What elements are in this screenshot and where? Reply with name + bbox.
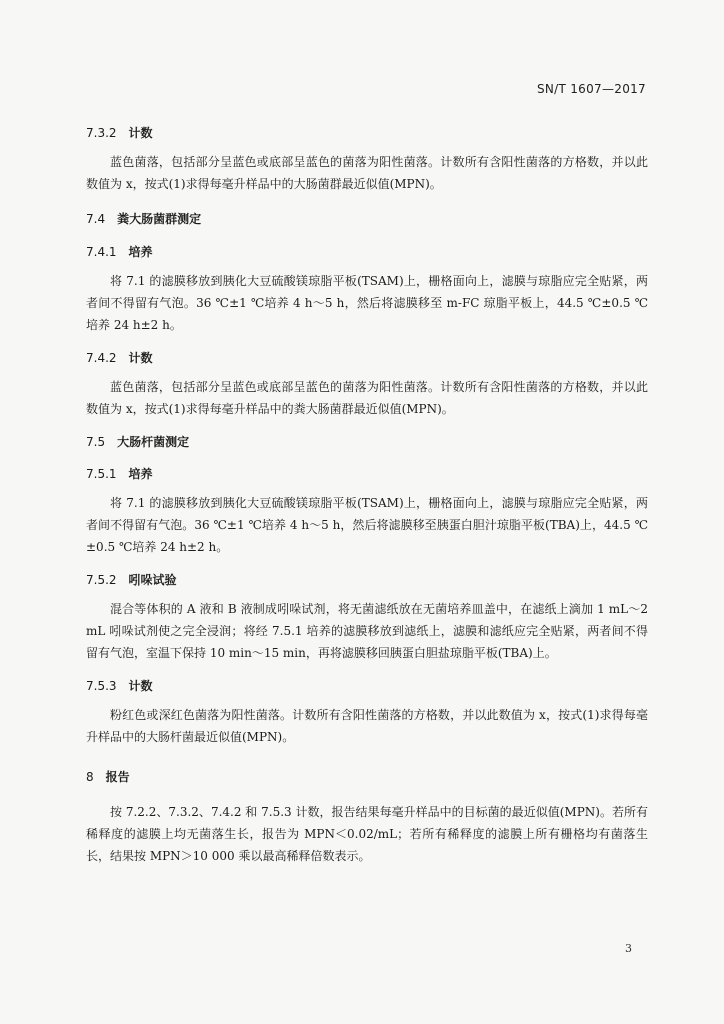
document-body [86,124,648,867]
standard-code: SN/T 1607—2017 [536,82,646,96]
section-number: 7.5.2 [86,573,117,587]
section-number: 7.5.3 [86,679,117,693]
section-title: 计数 [128,351,153,365]
section-number: 7.5.1 [86,467,117,481]
section-paragraph-7-4-1: 将 7.1 的滤膜移放到胰化大豆硫酸镁琼脂平板(TSAM)上，栅格面向上，滤膜与琼脂应完全贴紧，两者间不得留有气泡。36 ℃±1 ℃培养 4 h～5 h，然后将滤膜移至 m-FC 琼脂平板上，44.5 ℃±0.5 ℃培养 24 h±2 h。 [86,274,648,332]
section-number: 7.5 [86,435,106,449]
section-title: 吲哚试验 [128,573,177,587]
section-paragraph-7-5-2: 混合等体积的 A 液和 B 液制成吲哚试剂，将无菌滤纸放在无菌培养皿盖中，在滤纸上滴加 1 mL～2 mL 吲哚试剂使之完全浸润；将经 7.5.1 培养的滤膜移放到滤纸上，滤膜和滤纸应完全贴紧，两者间不得留有气泡，室温下保持 10 min～15 min，再将滤膜移回胰蛋白胆盐琼脂平板(TBA)上。 [86,602,648,660]
section-heading-7-5-3 [86,677,648,694]
section-paragraph-7-5-1: 将 7.1 的滤膜移放到胰化大豆硫酸镁琼脂平板(TSAM)上，栅格面向上，滤膜与琼脂应完全贴紧，两者间不得留有气泡。36 ℃±1 ℃培养 4 h～5 h，然后将滤膜移至胰蛋白胆汁琼脂平板(TBA)上，44.5 ℃±0.5 ℃培养 24 h±2 h。 [86,496,648,554]
section-paragraph-8: 按 7.2.2、7.3.2、7.4.2 和 7.5.3 计数，报告结果每毫升样品中的目标菌的最近似值(MPN)。若所有稀释度的滤膜上均无菌落生长，报告为 MPN＜0.02/mL；若所有稀释度的滤膜上所有栅格均有菌落生长，结果按 MPN＞10 000 乘以最高稀释倍数表示。 [86,805,648,863]
section-title: 大肠杆菌测定 [117,435,190,449]
section-paragraph-7-5-3: 粉红色或深红色菌落为阳性菌落。计数所有含阳性菌落的方格数，并以此数值为 x，按式(1)求得每毫升样品中的大肠杆菌最近似值(MPN)。 [86,708,648,744]
section-number: 8 [86,770,94,784]
section-title: 计数 [128,679,153,693]
section-title: 粪大肠菌群测定 [117,212,202,226]
section-paragraph-7-4-2: 蓝色菌落，包括部分呈蓝色或底部呈蓝色的菌落为阳性菌落。计数所有含阳性菌落的方格数，并以此数值为 x，按式(1)求得每毫升样品中的粪大肠菌群最近似值(MPN)。 [86,380,648,416]
section-heading-7-5-2 [86,571,648,588]
section-title: 报告 [105,770,130,784]
section-number: 7.4.1 [86,245,117,259]
section-heading-7-5 [86,433,648,450]
page-number: 3 [625,942,632,955]
section-heading-7-4-1 [86,243,648,260]
section-number: 7.4 [86,212,106,226]
section-number: 7.4.2 [86,351,117,365]
section-heading-7-4-2 [86,349,648,366]
section-title: 计数 [128,126,153,140]
section-title: 培养 [128,467,153,481]
section-paragraph-7-3-2: 蓝色菌落，包括部分呈蓝色或底部呈蓝色的菌落为阳性菌落。计数所有含阳性菌落的方格数，并以此数值为 x，按式(1)求得每毫升样品中的大肠菌群最近似值(MPN)。 [86,155,648,191]
section-heading-7-5-1 [86,465,648,482]
section-heading-7-4 [86,210,648,227]
section-heading-7-3-2 [86,124,648,141]
section-heading-8 [86,768,648,785]
section-number: 7.3.2 [86,126,117,140]
section-title: 培养 [128,245,153,259]
